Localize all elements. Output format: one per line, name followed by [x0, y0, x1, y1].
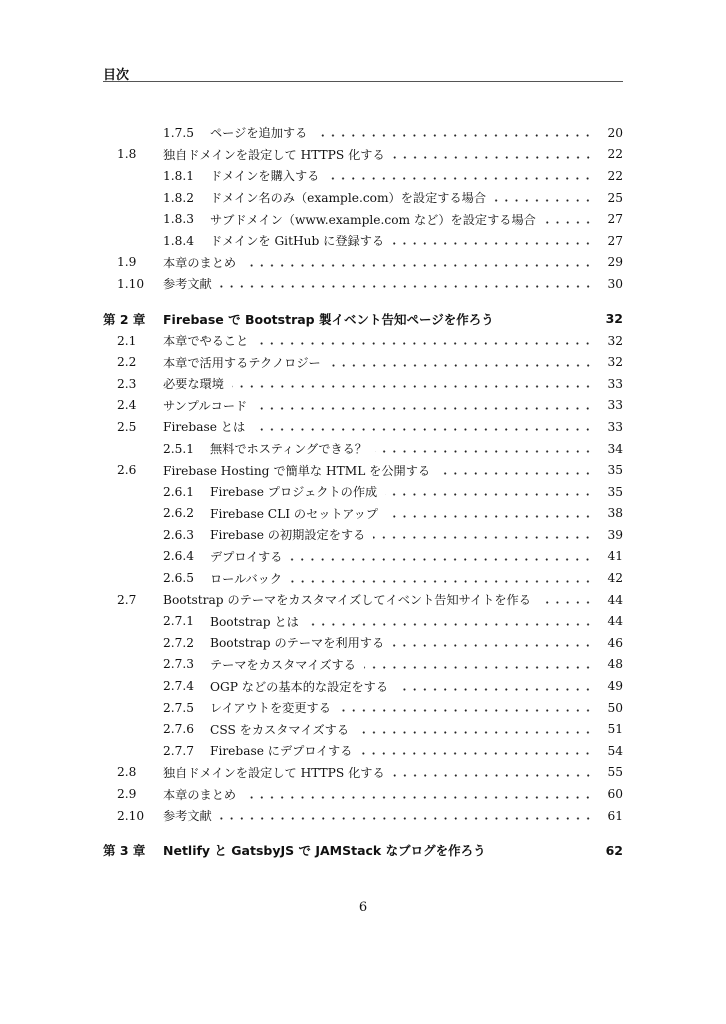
toc-entry[interactable] — [103, 589, 623, 611]
dot-leader — [386, 515, 593, 518]
entry-page: 27 — [607, 212, 623, 227]
entry-number: 2.6.5 — [163, 571, 195, 586]
entry-title: サンプルコード — [163, 398, 248, 413]
entry-title: 参考文献 — [163, 277, 212, 292]
entry-title: Firebase Hosting で簡単な HTML を公開する — [163, 463, 431, 478]
dot-leader — [385, 493, 593, 496]
entry-number: 2.7.6 — [163, 722, 195, 737]
entry-title: Firebase にデプロイする — [210, 744, 353, 759]
entry-number: 2.6.2 — [163, 506, 195, 521]
entry-page: 32 — [605, 311, 623, 327]
entry-page: 32 — [607, 355, 623, 370]
toc-entry[interactable] — [103, 122, 623, 144]
dot-leader — [375, 450, 593, 453]
entry-title: 無料でホスティングできる？ — [210, 442, 367, 457]
entry-page: 42 — [607, 571, 623, 586]
dot-leader — [393, 774, 593, 777]
toc-chapter-entry[interactable] — [103, 839, 623, 861]
toc-entry[interactable] — [103, 273, 623, 295]
entry-title: Firebase で Bootstrap 製イベント告知ページを作ろう — [163, 311, 494, 327]
toc-entry[interactable] — [103, 546, 623, 568]
entry-page: 44 — [607, 614, 623, 629]
toc-entry[interactable] — [103, 783, 623, 805]
entry-page: 51 — [607, 722, 623, 737]
toc-entry[interactable] — [103, 252, 623, 274]
entry-page: 33 — [607, 419, 623, 434]
toc-entry[interactable] — [103, 330, 623, 352]
entry-title: CSS をカスタマイズする — [210, 722, 350, 737]
entry-number: 2.4 — [117, 398, 137, 413]
toc-entry[interactable] — [103, 230, 623, 252]
toc-entry[interactable] — [103, 740, 623, 762]
entry-title: 本章のまとめ — [163, 787, 237, 802]
entry-page: 49 — [607, 679, 623, 694]
entry-page: 22 — [607, 147, 623, 162]
entry-number: 2.7.3 — [163, 657, 195, 672]
entry-title: Firebase とは — [163, 420, 246, 435]
entry-number: 2.3 — [117, 376, 137, 391]
entry-page: 32 — [607, 333, 623, 348]
entry-page: 44 — [607, 592, 623, 607]
entry-page: 33 — [607, 376, 623, 391]
entry-title: OGP などの基本的な設定をする — [210, 679, 389, 694]
dot-leader — [256, 342, 593, 345]
entry-number: 2.8 — [117, 765, 137, 780]
entry-number: 第 2 章 — [103, 311, 146, 327]
dot-leader — [244, 796, 593, 799]
entry-page: 50 — [607, 700, 623, 715]
entry-number: 1.9 — [117, 255, 137, 270]
entry-page: 38 — [607, 506, 623, 521]
dot-leader — [253, 428, 593, 431]
entry-page: 54 — [607, 743, 623, 758]
entry-title: 独自ドメインを設定して HTTPS 化する — [163, 765, 385, 780]
dot-leader — [290, 558, 593, 561]
toc-entry[interactable] — [103, 632, 623, 654]
page-number: 6 — [358, 900, 368, 915]
toc-entry[interactable] — [103, 567, 623, 589]
toc-entry[interactable] — [103, 762, 623, 784]
entry-number: 2.6 — [117, 463, 137, 478]
dot-leader — [232, 385, 593, 388]
entry-title: Firebase の初期設定をする — [210, 528, 366, 543]
entry-title: Bootstrap のテーマをカスタマイズしてイベント告知サイトを作る — [163, 593, 531, 608]
dot-leader — [329, 364, 593, 367]
entry-number: 2.6.3 — [163, 527, 195, 542]
table-of-contents — [103, 122, 623, 861]
entry-number: 1.8.1 — [163, 168, 195, 183]
dot-leader — [220, 285, 593, 288]
entry-page: 20 — [607, 125, 623, 140]
entry-page: 48 — [607, 657, 623, 672]
entry-page: 35 — [607, 463, 623, 478]
entry-title: ドメイン名のみ（example.com）を設定する場合 — [210, 191, 487, 206]
entry-title: 参考文献 — [163, 809, 212, 824]
entry-number: 2.2 — [117, 355, 137, 370]
entry-number: 第 3 章 — [103, 843, 146, 859]
entry-number: 1.8.3 — [163, 212, 195, 227]
entry-number: 2.7.7 — [163, 743, 195, 758]
entry-number: 2.7.2 — [163, 635, 195, 650]
entry-number: 2.7.4 — [163, 679, 195, 694]
dot-leader — [494, 199, 593, 202]
entry-title: 独自ドメインを設定して HTTPS 化する — [163, 147, 385, 162]
toc-entry[interactable] — [103, 654, 623, 676]
dot-leader — [244, 264, 593, 267]
entry-page: 35 — [607, 484, 623, 499]
entry-number: 2.6.1 — [163, 484, 195, 499]
dot-leader — [544, 221, 593, 224]
entry-page: 34 — [607, 441, 623, 456]
entry-title: Bootstrap のテーマを利用する — [210, 636, 385, 651]
dot-leader — [315, 134, 593, 137]
toc-entry[interactable] — [103, 718, 623, 740]
toc-entry[interactable] — [103, 503, 623, 525]
dot-leader — [220, 817, 593, 820]
entry-title: サブドメイン（www.example.com など）を設定する場合 — [210, 212, 536, 227]
entry-title: 本章でやること — [163, 334, 249, 349]
entry-page: 29 — [607, 255, 623, 270]
dot-leader — [539, 601, 593, 604]
entry-number: 2.7 — [117, 592, 137, 607]
entry-title: デプロイする — [210, 549, 283, 564]
entry-title: Firebase プロジェクトの作成 — [210, 485, 378, 500]
entry-number: 1.10 — [117, 276, 145, 291]
entry-title: 本章のまとめ — [163, 255, 237, 270]
dot-leader — [307, 623, 593, 626]
entry-number: 2.5.1 — [163, 441, 195, 456]
toc-chapter-entry[interactable] — [103, 308, 623, 330]
entry-page: 61 — [607, 808, 623, 823]
entry-title: レイアウトを変更する — [210, 701, 331, 716]
toc-entry[interactable] — [103, 351, 623, 373]
entry-number: 1.8.2 — [163, 190, 195, 205]
dot-leader — [396, 688, 593, 691]
toc-entry[interactable] — [103, 438, 623, 460]
toc-entry[interactable] — [103, 395, 623, 417]
dot-leader — [255, 407, 593, 410]
dot-leader — [339, 709, 593, 712]
entry-number: 1.8 — [117, 147, 137, 162]
entry-page: 27 — [607, 233, 623, 248]
entry-number: 1.8.4 — [163, 233, 195, 248]
toc-entry[interactable] — [103, 187, 623, 209]
entry-number: 2.10 — [117, 808, 145, 823]
entry-number: 2.5 — [117, 419, 137, 434]
entry-page: 46 — [607, 635, 623, 650]
entry-page: 33 — [607, 398, 623, 413]
toc-entry[interactable] — [103, 165, 623, 187]
entry-number: 2.6.4 — [163, 549, 195, 564]
entry-title: Bootstrap とは — [210, 614, 299, 629]
toc-entry[interactable] — [103, 459, 623, 481]
entry-title: Firebase CLI のセットアップ — [210, 506, 379, 521]
dot-leader — [392, 644, 593, 647]
entry-page: 22 — [607, 168, 623, 183]
entry-title: ドメインを GitHub に登録する — [210, 234, 385, 249]
toc-entry[interactable] — [103, 481, 623, 503]
entry-page: 55 — [607, 765, 623, 780]
entry-title: テーマをカスタマイズする — [210, 657, 356, 672]
entry-number: 2.9 — [117, 787, 137, 802]
entry-number: 2.1 — [117, 333, 137, 348]
entry-number: 2.7.5 — [163, 700, 195, 715]
dot-leader — [373, 536, 593, 539]
toc-entry[interactable] — [103, 373, 623, 395]
entry-page: 41 — [607, 549, 623, 564]
entry-number: 2.7.1 — [163, 614, 195, 629]
dot-leader — [364, 666, 593, 669]
entry-number: 1.7.5 — [163, 125, 195, 140]
toc-entry[interactable] — [103, 697, 623, 719]
dot-leader — [327, 177, 593, 180]
entry-title: 必要な環境 — [163, 377, 224, 392]
dot-leader — [438, 472, 593, 475]
dot-leader — [392, 242, 593, 245]
toc-entry[interactable] — [103, 524, 623, 546]
entry-title: ロールバック — [210, 571, 283, 586]
entry-title: ドメインを購入する — [210, 169, 320, 184]
toc-entry[interactable] — [103, 144, 623, 166]
entry-title: Netlify と GatsbyJS で JAMStack なブログを作ろう — [163, 843, 486, 859]
dot-leader — [290, 580, 593, 583]
entry-title: 本章で活用するテクノロジー — [163, 355, 321, 370]
toc-entry[interactable] — [103, 805, 623, 827]
toc-entry[interactable] — [103, 416, 623, 438]
dot-leader — [393, 156, 593, 159]
entry-page: 39 — [607, 527, 623, 542]
toc-entry[interactable] — [103, 610, 623, 632]
entry-page: 30 — [607, 276, 623, 291]
running-header: 目次 — [103, 68, 130, 83]
header-rule — [103, 81, 623, 82]
toc-entry[interactable] — [103, 208, 623, 230]
entry-page: 60 — [607, 787, 623, 802]
entry-page: 25 — [607, 190, 623, 205]
toc-entry[interactable] — [103, 675, 623, 697]
dot-leader — [357, 731, 593, 734]
dot-leader — [360, 752, 593, 755]
entry-title: ページを追加する — [210, 126, 308, 141]
entry-page: 62 — [605, 842, 623, 858]
